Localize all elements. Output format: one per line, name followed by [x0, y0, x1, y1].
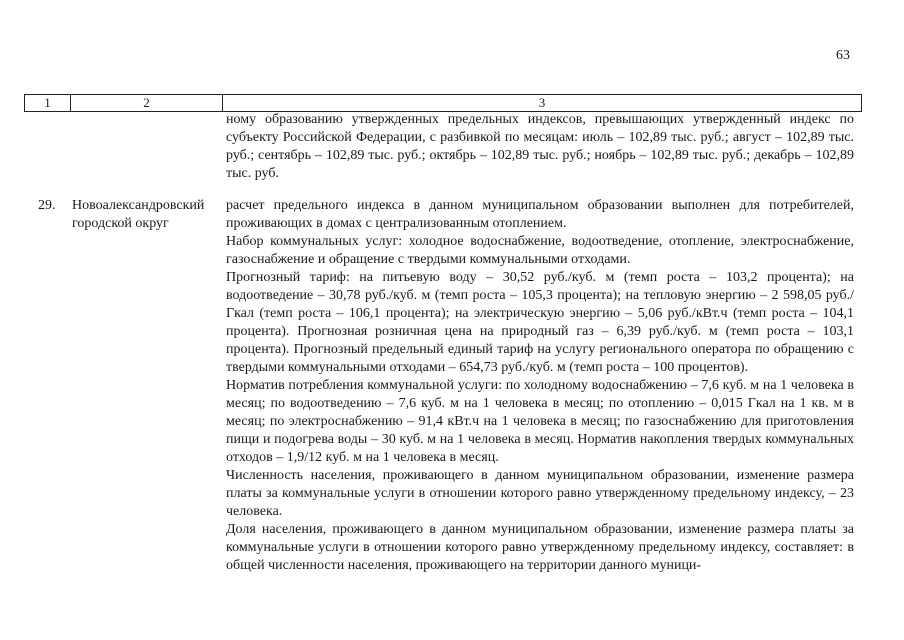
- page-number: 63: [836, 48, 850, 63]
- column-number-2: 2: [71, 95, 223, 111]
- continuation-paragraph: [226, 111, 854, 183]
- entry-paragraph-4: Норматив потребления коммунальной услуги: по холодному водоснабжению – 7,6 куб. м на 1 человека в месяц; по водоотведению – 7,6 куб. м на 1 человека в месяц; по отоплению – 0,015 Гкал на 1 кв. м в месяц; по электроснабжению – 91,4 кВт.ч на 1 человека в месяц; по газоснабжению для приготовления пищи и подогрева воды – 30 куб. м на 1 человека в месяц. Норматив накопления твердых коммунальных отходов – 1,9/12 куб. м на 1 человека в месяц.: [226, 378, 854, 465]
- entry-paragraph-5: Численность населения, проживающего в данном муниципальном образовании, изменение размера платы за коммунальные услуги в отношении которого равно утвержденному предельному индексу, – 23 человека.: [226, 468, 854, 519]
- entry-paragraph-2: Набор коммунальных услуг: холодное водоснабжение, водоотведение, отопление, электроснабжение, газоснабжение и обращение с твердыми коммунальными отходами.: [226, 234, 854, 267]
- column-number-1: 1: [25, 95, 71, 111]
- table-column-header: [24, 94, 862, 112]
- entry-paragraph-3: Прогнозный тариф: на питьевую воду – 30,52 руб./куб. м (темп роста – 103,2 процента); на водоотведение – 30,78 руб./куб. м (темп роста – 105,3 процента); на тепловую энергию – 2 598,05 руб./Гкал (темп роста – 106,1 процента); на электрическую энергию – 5,06 руб./кВт.ч (темп роста – 104,1 процента). Прогнозная розничная цена на природный газ – 6,39 руб./куб. м (темп роста – 103,1 процента). Прогнозный предельный единый тариф на услугу регионального оператора по обращению с твердыми коммунальными отходами – 654,73 руб./куб. м (темп роста – 100 процентов).: [226, 270, 854, 375]
- entry-description: [226, 197, 854, 575]
- continuation-text: ному образованию утвержденных предельных индексов, превышающих утвержденный индекс по субъекту Российской Федерации, с разбивкой по месяцам: июль – 102,89 тыс. руб.; август – 102,89 тыс. руб.; сентябрь – 102,89 тыс. руб.; октябрь – 102,89 тыс. руб.; ноябрь – 102,89 тыс. руб.; декабрь – 102,89 тыс. руб.: [226, 112, 854, 181]
- entry-paragraph-6: Доля населения, проживающего в данном муниципальном образовании, изменение размера платы за коммунальные услуги в отношении которого равно утвержденному предельному индексу, составляет: в общей численности населения, проживающего на территории данного муници-: [226, 522, 854, 573]
- entry-paragraph-1: расчет предельного индекса в данном муниципальном образовании выполнен для потребителей, проживающих в домах с централизованным отоплением.: [226, 198, 854, 231]
- entry-number: 29.: [38, 198, 56, 213]
- municipality-name: Новоалександровский городской округ: [72, 198, 205, 231]
- column-number-3: 3: [538, 95, 546, 110]
